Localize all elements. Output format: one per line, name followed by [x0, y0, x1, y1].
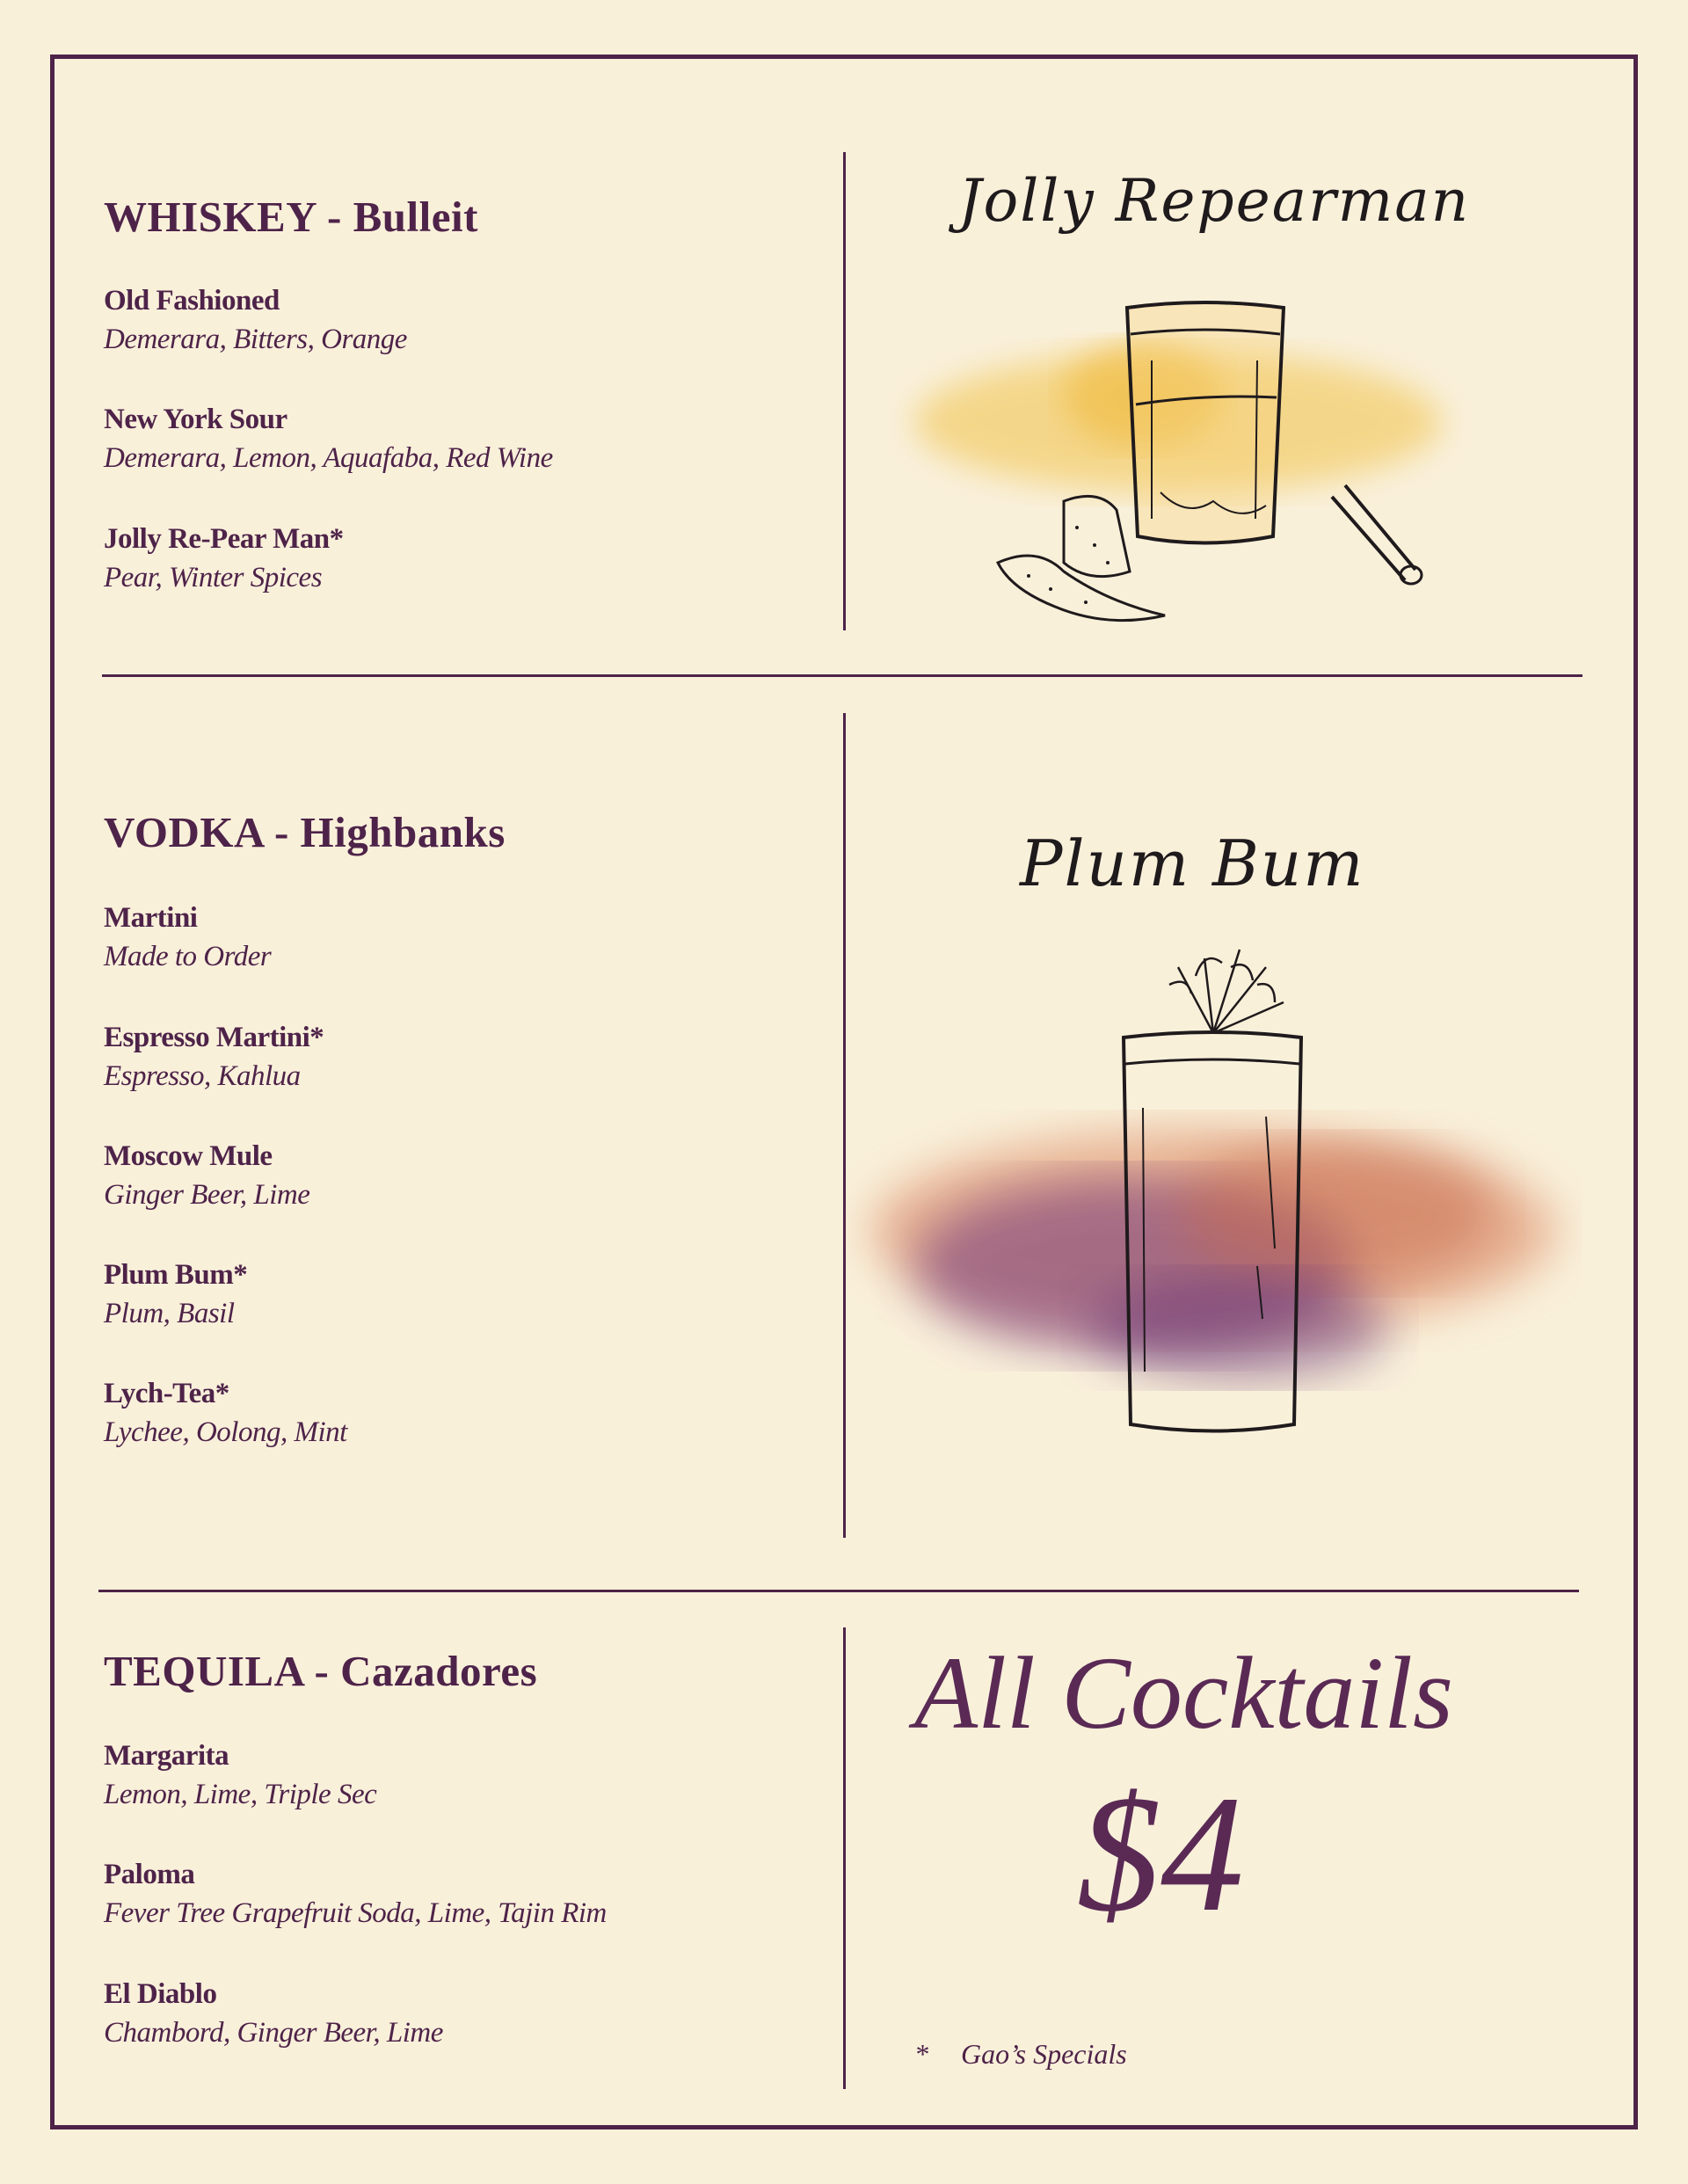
- item-name: Martini: [104, 902, 198, 934]
- item-name: El Diablo: [104, 1978, 217, 2010]
- section-divider-2: [98, 1590, 1579, 1592]
- item-description: Pear, Winter Spices: [104, 562, 323, 593]
- column-divider-tequila: [843, 1627, 846, 2089]
- section-title-whiskey: WHISKEY - Bulleit: [104, 193, 478, 241]
- footnote-text: Gao’s Specials: [961, 2038, 1127, 2070]
- item-name: Lych-Tea*: [104, 1378, 229, 1409]
- section-title-tequila: TEQUILA - Cazadores: [104, 1647, 538, 1695]
- item-name: Old Fashioned: [104, 285, 280, 317]
- item-name: Margarita: [104, 1740, 229, 1772]
- menu-item: [104, 1256, 247, 1333]
- footnote-marker: *: [914, 2038, 928, 2070]
- item-name: Plum Bum*: [104, 1259, 248, 1291]
- highball-glass-with-basil-icon: [844, 932, 1582, 1451]
- item-name: Moscow Mule: [104, 1140, 273, 1172]
- illustration-caption-plum-bum: Plum Bum: [1020, 826, 1365, 900]
- menu-item: [104, 400, 553, 477]
- menu-item: [104, 899, 271, 976]
- menu-item: [104, 1137, 309, 1214]
- menu-item: [104, 520, 344, 597]
- item-description: Espresso, Kahlua: [104, 1060, 301, 1092]
- item-name: Jolly Re-Pear Man*: [104, 523, 344, 555]
- menu-item: [104, 1736, 376, 1814]
- column-divider-whiskey: [843, 152, 846, 630]
- menu-item: [104, 1374, 347, 1452]
- item-description: Plum, Basil: [104, 1298, 235, 1329]
- promo-headline: All Cocktails: [914, 1635, 1453, 1751]
- item-description: Demerara, Bitters, Orange: [104, 324, 407, 355]
- section-divider-1: [102, 674, 1582, 677]
- item-name: New York Sour: [104, 404, 287, 435]
- item-description: Lychee, Oolong, Mint: [104, 1416, 347, 1448]
- item-description: Made to Order: [104, 941, 272, 972]
- illustration-caption-jolly-repearman: Jolly Repearman: [958, 167, 1471, 235]
- menu-item: [104, 1855, 607, 1933]
- menu-item: [104, 281, 407, 359]
- menu-item: [104, 1018, 324, 1096]
- item-description: Lemon, Lime, Triple Sec: [104, 1779, 377, 1810]
- item-name: Espresso Martini*: [104, 1022, 324, 1053]
- item-description: Ginger Beer, Lime: [104, 1179, 310, 1211]
- item-name: Paloma: [104, 1859, 195, 1890]
- menu-item: [104, 1975, 443, 2052]
- section-title-vodka: VODKA - Highbanks: [104, 808, 506, 856]
- rocks-glass-with-cinnamon-and-pear-icon: [888, 281, 1503, 651]
- item-description: Demerara, Lemon, Aquafaba, Red Wine: [104, 442, 553, 474]
- item-description: Fever Tree Grapefruit Soda, Lime, Tajin Rim: [104, 1897, 607, 1929]
- item-description: Chambord, Ginger Beer, Lime: [104, 2017, 443, 2049]
- promo-price: $4: [1077, 1762, 1244, 1947]
